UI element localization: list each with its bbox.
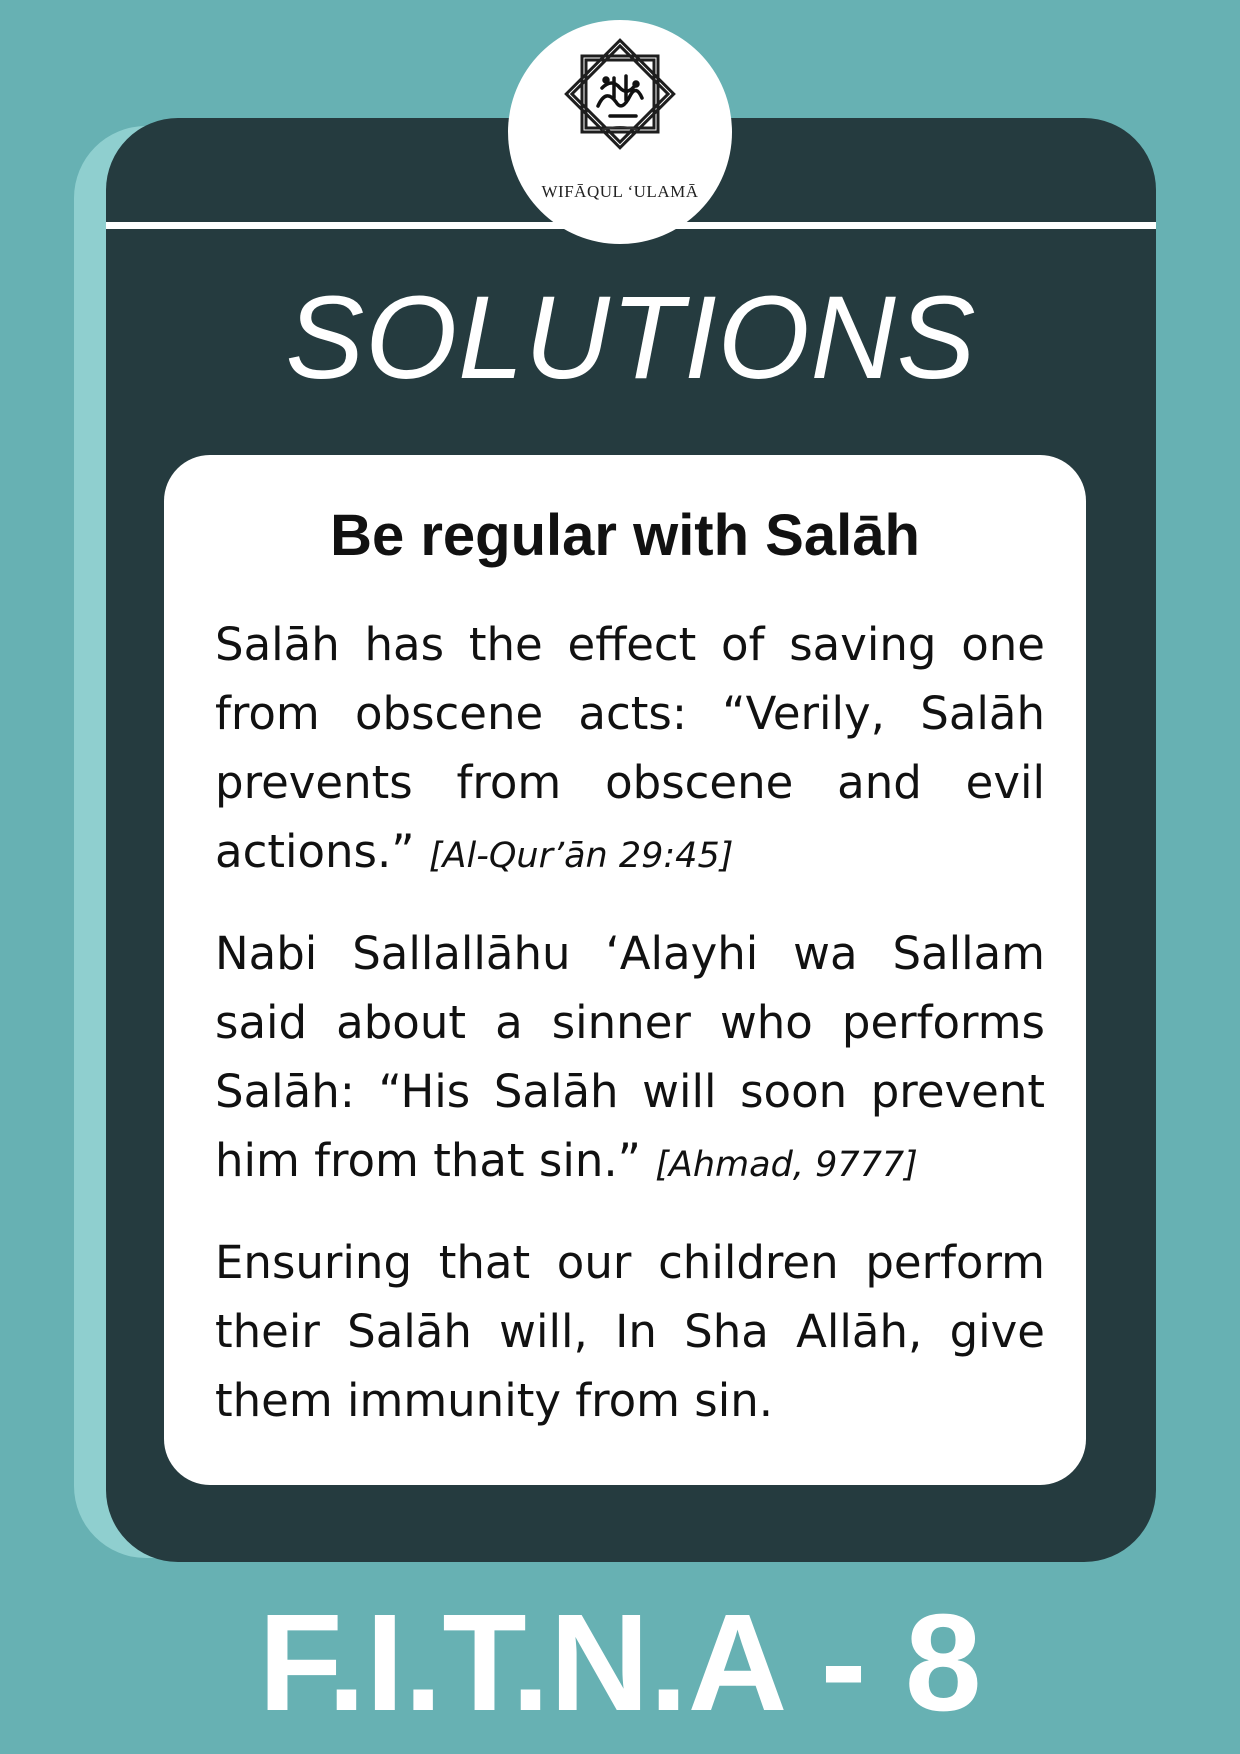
paragraph-1: [215, 610, 1045, 891]
section-title: SOLUTIONS: [285, 272, 977, 404]
paragraph-2-reference: [Ahmad, 9777]: [655, 1145, 918, 1185]
paragraph-2-text: Nabi Sallallāhu ‘Alayhi wa Sallam said about a sinner who performs Salāh: “His Salāh will soon prevent him from that sin.”: [215, 927, 1045, 1187]
paragraph-1-text: Salāh has the effect of saving one from obscene acts: “Verily, Salāh prevents from obscene and evil actions.”: [215, 618, 1045, 878]
paragraph-3-text: Ensuring that our children perform their Salāh will, In Sha Allāh, give them immunity from sin.: [215, 1236, 1045, 1427]
wifaqul-ulama-logo-icon: [540, 26, 700, 186]
panel-heading: Be regular with Salāh: [330, 503, 920, 568]
footer-title: F.I.T.N.A - 8: [258, 1586, 982, 1740]
paragraph-1-reference: [Al-Qur’ān 29:45]: [428, 836, 734, 876]
logo-caption: WIFĀQUL ‘ULAMĀ: [541, 182, 699, 201]
paragraph-3: [215, 1228, 1045, 1435]
paragraph-2: [215, 919, 1045, 1200]
